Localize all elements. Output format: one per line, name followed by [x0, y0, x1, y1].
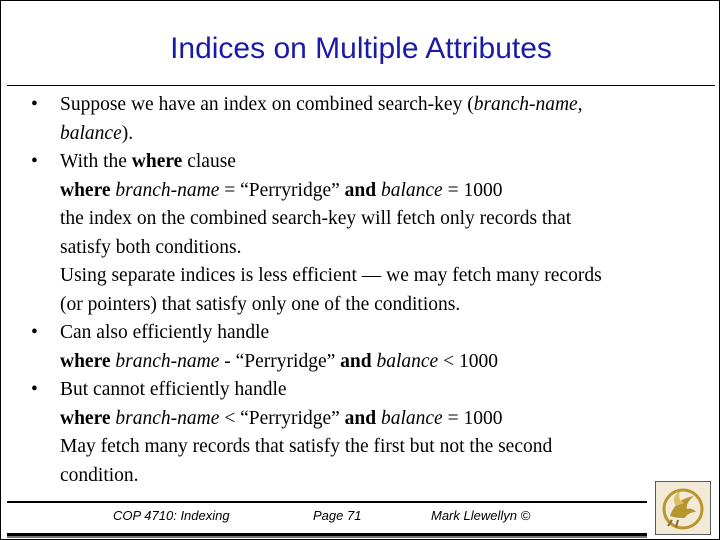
bullet-line [60, 177, 711, 206]
bullet-line [60, 319, 711, 348]
text-segment: = 1000 [442, 407, 503, 429]
text-segment: and [344, 407, 377, 429]
text-segment: condition. [60, 464, 139, 486]
bullet-line [60, 348, 711, 377]
bullet-item [31, 319, 711, 376]
text-segment: Can also efficiently handle [60, 322, 270, 343]
ucf-pegasus-logo-icon [656, 482, 710, 534]
bullet-line [60, 205, 711, 234]
bullet-marker: • [31, 322, 38, 343]
text-segment: < 1000 [438, 350, 498, 372]
text-segment: May fetch many records that satisfy the first but not the second [60, 436, 553, 457]
bullet-line [60, 405, 711, 434]
bullet-line [60, 433, 711, 462]
slide-title: Indices on Multiple Attributes [170, 32, 552, 65]
text-segment: - “Perryridge” [219, 350, 341, 372]
text-segment: Suppose we have an index on combined search-key ( [60, 94, 474, 115]
logo-badge [655, 481, 711, 535]
footer-course: COP 4710: Indexing [113, 508, 230, 523]
text-segment: and [344, 179, 377, 201]
text-segment: where [60, 350, 111, 372]
bullet-item [31, 91, 711, 148]
bullet-line [60, 291, 711, 320]
text-segment: = “Perryridge” [219, 179, 345, 201]
text-segment: where [60, 179, 111, 201]
text-segment: branch-name [115, 350, 220, 372]
text-segment: branch-name [115, 407, 220, 429]
text-segment: balance [380, 407, 443, 429]
text-segment: clause [182, 151, 236, 172]
bullet-line [60, 376, 711, 405]
text-segment: (or pointers) that satisfy only one of the conditions. [60, 293, 461, 315]
bullet-line [60, 234, 711, 263]
bullet-line [60, 148, 711, 177]
bullet-list [31, 91, 711, 490]
text-segment: balance [376, 350, 439, 372]
text-segment: < “Perryridge” [219, 407, 345, 429]
text-segment: balance [60, 122, 122, 144]
bullet-line [60, 462, 711, 491]
bullet-item [31, 376, 711, 490]
bullet-marker: • [31, 379, 38, 400]
text-segment: where [60, 407, 111, 429]
text-segment: where [131, 151, 183, 172]
text-segment: With the [60, 151, 132, 172]
text-segment: Using separate indices is less efficient — we may fetch many records [60, 265, 602, 286]
text-segment: branch-name, [473, 94, 583, 115]
text-segment: branch-name [115, 179, 220, 201]
text-segment: and [340, 350, 372, 372]
footer-page-number: Page 71 [313, 508, 362, 523]
text-segment: satisfy both conditions. [60, 236, 242, 258]
text-segment: ). [121, 122, 134, 144]
bullet-item [31, 148, 711, 319]
footer-author: Mark Llewellyn © [431, 508, 531, 523]
bullet-marker: • [31, 94, 38, 115]
text-segment: But cannot efficiently handle [60, 379, 287, 400]
title-divider [7, 85, 715, 86]
text-segment: = 1000 [442, 179, 503, 201]
bullet-line [60, 120, 711, 149]
text-segment: balance [380, 179, 443, 201]
text-segment: the index on the combined search-key will fetch only records that [60, 208, 572, 229]
bullet-line [60, 91, 711, 120]
bullet-line [60, 262, 711, 291]
bullet-marker: • [31, 151, 38, 172]
